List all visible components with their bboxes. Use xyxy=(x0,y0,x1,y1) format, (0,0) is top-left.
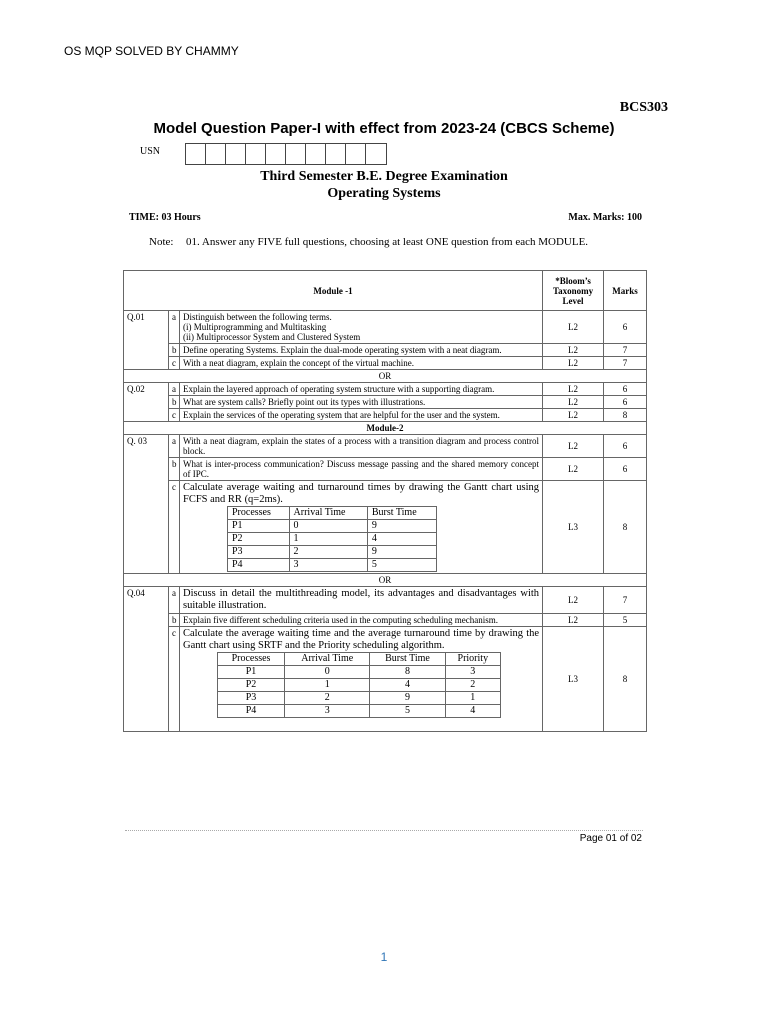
question-number: Q.02 xyxy=(124,383,169,422)
burst-cell: 9 xyxy=(367,546,436,559)
arrival-cell: 2 xyxy=(285,692,370,705)
blooms-level: L2 xyxy=(543,344,604,357)
table-row xyxy=(228,533,437,546)
usn-box xyxy=(326,144,346,164)
question-text: Discuss in detail the multithreading model, its advantages and disadvantages with suitable illustration. xyxy=(180,587,543,614)
process-cell: P4 xyxy=(228,559,290,572)
usn-box xyxy=(366,144,386,164)
or-separator: OR xyxy=(124,370,647,383)
priority-column-header: Priority xyxy=(445,653,500,666)
marks: 5 xyxy=(604,614,647,627)
blooms-level: L2 xyxy=(543,311,604,344)
blooms-level: L2 xyxy=(543,383,604,396)
blooms-level: L2 xyxy=(543,357,604,370)
burst-column-header: Burst Time xyxy=(367,507,436,520)
exam-duration: TIME: 03 Hours xyxy=(129,212,201,223)
usn-label: USN xyxy=(140,146,161,157)
question-line: (ii) Multiprocessor System and Clustered System xyxy=(183,332,361,342)
arrival-cell: 2 xyxy=(289,546,367,559)
usn-boxes xyxy=(185,143,387,165)
marks: 7 xyxy=(604,587,647,614)
process-cell: P4 xyxy=(218,705,285,718)
blooms-level: L2 xyxy=(543,614,604,627)
burst-cell: 5 xyxy=(370,705,445,718)
marks: 6 xyxy=(604,458,647,481)
burst-cell: 5 xyxy=(367,559,436,572)
arrival-cell: 1 xyxy=(289,533,367,546)
marks: 6 xyxy=(604,435,647,458)
max-marks: Max. Marks: 100 xyxy=(568,212,642,223)
table-row xyxy=(124,587,647,614)
question-table xyxy=(123,270,647,732)
part-label: b xyxy=(169,344,180,357)
priority-cell: 2 xyxy=(445,679,500,692)
question-line: (i) Multiprogramming and Multitasking xyxy=(183,322,327,332)
process-cell: P1 xyxy=(228,520,290,533)
usn-box xyxy=(226,144,246,164)
process-cell: P3 xyxy=(228,546,290,559)
question-text: Explain five different scheduling criteria used in the computing scheduling mechanism. xyxy=(180,614,543,627)
burst-cell: 9 xyxy=(370,692,445,705)
question-text xyxy=(180,627,543,732)
blooms-level: L2 xyxy=(543,587,604,614)
part-label: b xyxy=(169,614,180,627)
blooms-level: L3 xyxy=(543,481,604,574)
table-row xyxy=(218,705,501,718)
burst-cell: 4 xyxy=(367,533,436,546)
arrival-cell: 0 xyxy=(289,520,367,533)
part-label: b xyxy=(169,396,180,409)
part-label: a xyxy=(169,435,180,458)
marks: 8 xyxy=(604,409,647,422)
module-2-heading: Module-2 xyxy=(124,422,647,435)
usn-box xyxy=(286,144,306,164)
process-table-header xyxy=(228,507,437,520)
question-text: With a neat diagram, explain the states of a process with a transition diagram and process control block. xyxy=(180,435,543,458)
part-label: a xyxy=(169,383,180,396)
part-label: c xyxy=(169,409,180,422)
question-text xyxy=(180,481,543,574)
module-row xyxy=(124,422,647,435)
arrival-cell: 1 xyxy=(285,679,370,692)
usn-box xyxy=(186,144,206,164)
process-column-header: Processes xyxy=(218,653,285,666)
table-header-row xyxy=(124,271,647,311)
table-row xyxy=(218,692,501,705)
or-row xyxy=(124,574,647,587)
exam-line-1: Third Semester B.E. Degree Examination xyxy=(260,169,508,184)
process-table-srtf xyxy=(217,652,501,718)
question-text: Explain the layered approach of operating system structure with a supporting diagram. xyxy=(180,383,543,396)
table-row xyxy=(218,666,501,679)
question-line: Calculate the average waiting time and the average turnaround time by drawing the Gantt chart using SRTF and the Priority scheduling algorithm. xyxy=(183,628,540,651)
burst-cell: 9 xyxy=(367,520,436,533)
process-table-fcfs xyxy=(227,506,437,572)
question-text: With a neat diagram, explain the concept of the virtual machine. xyxy=(180,357,543,370)
usn-box xyxy=(246,144,266,164)
usn-box xyxy=(266,144,286,164)
process-column-header: Processes xyxy=(228,507,290,520)
course-code: BCS303 xyxy=(619,100,668,115)
burst-cell: 8 xyxy=(370,666,445,679)
part-label: a xyxy=(169,587,180,614)
table-row xyxy=(124,435,647,458)
note-label: Note: xyxy=(149,236,174,248)
usn-box xyxy=(206,144,226,164)
table-row xyxy=(124,383,647,396)
process-cell: P1 xyxy=(218,666,285,679)
table-row xyxy=(124,311,647,344)
process-cell: P3 xyxy=(218,692,285,705)
arrival-cell: 0 xyxy=(285,666,370,679)
usn-box xyxy=(346,144,366,164)
marks: 7 xyxy=(604,344,647,357)
page-count-label: Page 01 of 02 xyxy=(579,833,642,844)
arrival-column-header: Arrival Time xyxy=(285,653,370,666)
part-label: c xyxy=(169,481,180,574)
paper-title: Model Question Paper-I with effect from 2023-24 (CBCS Scheme) xyxy=(153,120,615,137)
document-header-note: OS MQP SOLVED BY CHAMMY xyxy=(64,44,239,58)
question-text xyxy=(180,311,543,344)
blooms-level: L2 xyxy=(543,435,604,458)
table-row xyxy=(228,520,437,533)
exam-heading xyxy=(0,168,768,202)
burst-column-header: Burst Time xyxy=(370,653,445,666)
question-line: Calculate average waiting and turnaround times by drawing the Gantt chart using FCFS and RR (q=2ms). xyxy=(183,482,540,505)
table-row xyxy=(124,344,647,357)
arrival-cell: 3 xyxy=(289,559,367,572)
table-row xyxy=(124,396,647,409)
marks: 8 xyxy=(604,627,647,732)
priority-cell: 1 xyxy=(445,692,500,705)
question-number: Q.04 xyxy=(124,587,169,732)
marks-heading: Marks xyxy=(604,271,647,311)
table-row xyxy=(124,614,647,627)
table-row xyxy=(124,627,647,732)
footer-divider xyxy=(125,830,643,831)
question-text: What is inter-process communication? Discuss message passing and the shared memory concept of IPC. xyxy=(180,458,543,481)
marks: 6 xyxy=(604,383,647,396)
blooms-level: L2 xyxy=(543,396,604,409)
table-row xyxy=(218,679,501,692)
or-separator: OR xyxy=(124,574,647,587)
table-row xyxy=(228,559,437,572)
question-number: Q.01 xyxy=(124,311,169,370)
blooms-level: L3 xyxy=(543,627,604,732)
part-label: c xyxy=(169,627,180,732)
marks: 6 xyxy=(604,396,647,409)
usn-box xyxy=(306,144,326,164)
or-row xyxy=(124,370,647,383)
blooms-level: L2 xyxy=(543,458,604,481)
table-row xyxy=(124,481,647,574)
marks: 8 xyxy=(604,481,647,574)
process-table-header xyxy=(218,653,501,666)
arrival-column-header: Arrival Time xyxy=(289,507,367,520)
question-number: Q. 03 xyxy=(124,435,169,574)
process-cell: P2 xyxy=(218,679,285,692)
marks: 6 xyxy=(604,311,647,344)
table-row xyxy=(124,409,647,422)
priority-cell: 3 xyxy=(445,666,500,679)
arrival-cell: 3 xyxy=(285,705,370,718)
part-label: b xyxy=(169,458,180,481)
part-label: c xyxy=(169,357,180,370)
blooms-level: L2 xyxy=(543,409,604,422)
blooms-level-heading: *Bloom’s Taxonomy Level xyxy=(543,271,604,311)
note-text: 01. Answer any FIVE full questions, choosing at least ONE question from each MODULE. xyxy=(186,236,589,248)
part-label: a xyxy=(169,311,180,344)
marks: 7 xyxy=(604,357,647,370)
question-text: Explain the services of the operating system that are helpful for the user and the system. xyxy=(180,409,543,422)
question-line: Distinguish between the following terms. xyxy=(183,312,332,322)
burst-cell: 4 xyxy=(370,679,445,692)
exam-line-2: Operating Systems xyxy=(327,186,441,201)
question-text: What are system calls? Briefly point out its types with illustrations. xyxy=(180,396,543,409)
priority-cell: 4 xyxy=(445,705,500,718)
question-text: Define operating Systems. Explain the dual-mode operating system with a neat diagram. xyxy=(180,344,543,357)
page-number: 1 xyxy=(380,950,388,964)
table-row xyxy=(228,546,437,559)
module-1-heading: Module -1 xyxy=(124,271,543,311)
table-row xyxy=(124,458,647,481)
process-cell: P2 xyxy=(228,533,290,546)
table-row xyxy=(124,357,647,370)
